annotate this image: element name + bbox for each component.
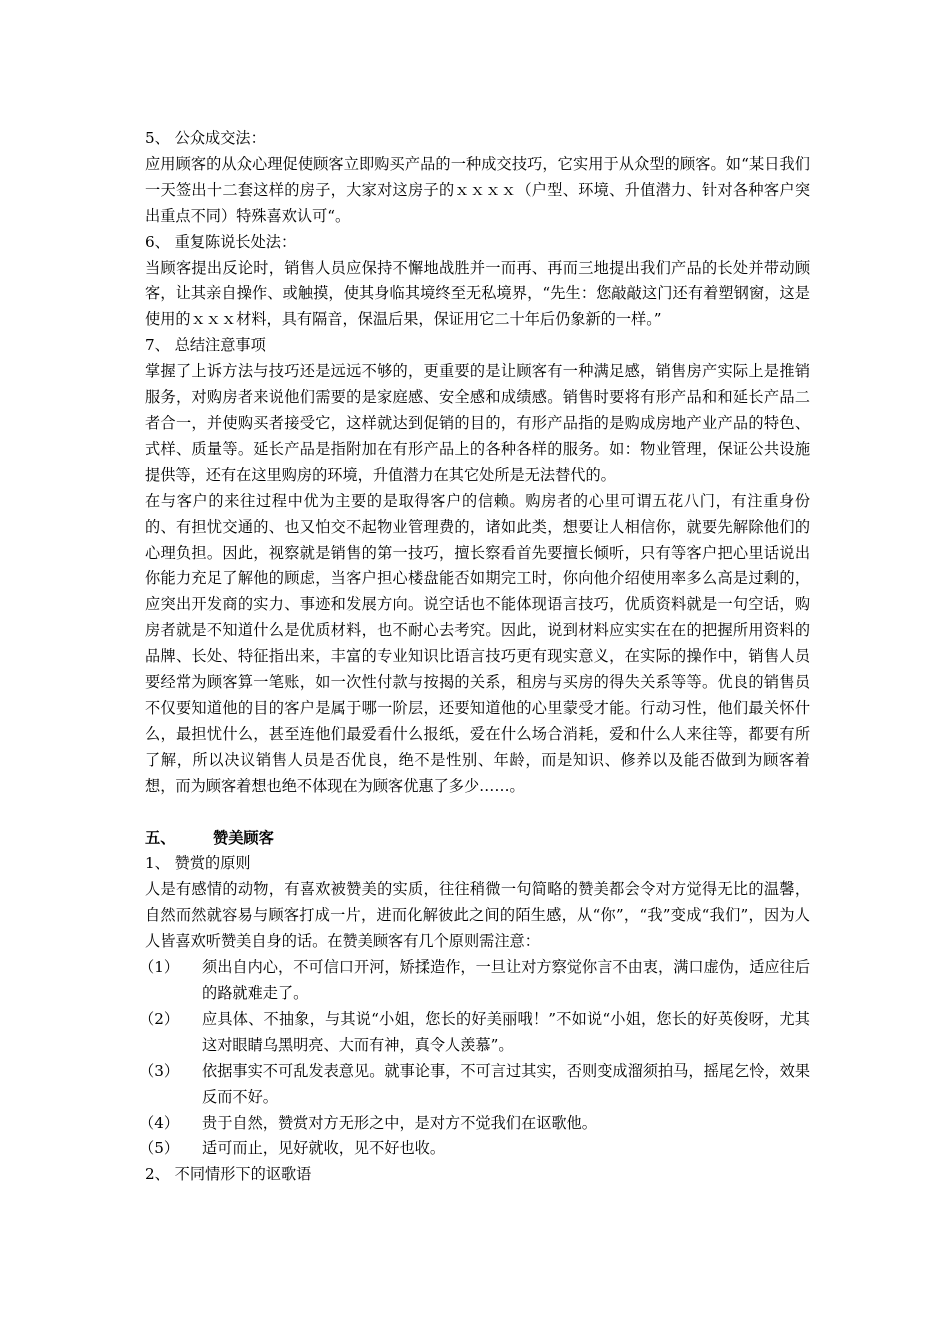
list-item-marker: （3）: [139, 1061, 180, 1080]
principles-list: [139, 955, 810, 1162]
section-6-paragraph: 当顾客提出反论时，销售人员应保持不懈地战胜并一而再、再而三地提出我们产品的长处并带动顾客，让其亲自操作、或触摸，使其身临其境终至无私境界，“先生：您敲敲这门还有着塑钢窗，这是使用的ｘｘｘ材料，具有隔音，保温后果，保证用它二十年后仍象新的一样。”: [145, 258, 810, 329]
part-5-title: 赞美顾客: [213, 828, 274, 847]
section-6-heading: 6、 重复陈说长处法：: [145, 232, 297, 251]
part-5-heading: [145, 826, 810, 852]
subsection-1-paragraph: 人是有感情的动物，有喜欢被赞美的实质，往往稍微一句简略的赞美都会令对方觉得无比的温馨，自然而然就容易与顾客打成一片，进而化解彼此之间的陌生感，从“你”，“我”变成“我们”，因为人人皆喜欢听赞美自身的话。在赞美顾客有几个原则需注意：: [145, 880, 810, 951]
list-item: [139, 1136, 810, 1162]
blank-line: [145, 800, 810, 826]
list-item: [139, 1111, 810, 1137]
list-item: [139, 955, 810, 1007]
list-item: [139, 1059, 810, 1111]
section-5-heading: 5、 公众成交法：: [145, 129, 266, 147]
section-7-paragraph-2: 在与客户的来往过程中优为主要的是取得客户的信赖。购房者的心里可谓五花八门，有注重身份的、有担忧交通的、也又怕交不起物业管理费的，诸如此类，想要让人相信你，就要先解除他们的心理负担。因此，视察就是销售的第一技巧，擅长察看首先要擅长倾听，只有等客户把心里话说出你能力充足了解他的顾虑，当客户担心楼盘能否如期完工时，你向他介绍使用率多么高是过剩的，应突出开发商的实力、事迹和发展方向。说空话也不能体现语言技巧，优质资料就是一句空话，购房者就是不知道什么是优质材料，也不耐心去考究。因此，说到材料应实实在在的把握所用资料的品牌、长处、特征指出来，丰富的专业知识比语言技巧更有现实意义，在实际的操作中，销售人员要经常为顾客算一笔账，如一次性付款与按揭的关系，租房与买房的得失关系等等。优良的销售员不仅要知道他的目的客户是属于哪一阶层，还要知道他的心里蒙受才能。行动习性，他们最关怀什么，最担忧什么，甚至连他们最爱看什么报纸，爱在什么场合消耗，爱和什么人来往等，都要有所了解，所以决议销售人员是否优良，绝不是性别、年龄，而是知识、修养以及能否做到为顾客着想，而为顾客着想也绝不体现在为顾客优惠了多少……。: [145, 491, 810, 795]
list-item-marker: （5）: [139, 1139, 180, 1158]
document-body: [139, 126, 810, 1188]
section-7-heading: 7、 总结注意事项: [145, 336, 266, 355]
list-item: [139, 1007, 810, 1059]
list-item-marker: （4）: [139, 1113, 180, 1132]
part-5-number: 五、: [145, 828, 176, 847]
section-5-paragraph: 应用顾客的从众心理促使顾客立即购买产品的一种成交技巧，它实用于从众型的顾客。如“某日我们一天签出十二套这样的房子，大家对这房子的ｘｘｘｘ（户型、环境、升值潜力、针对各种客户突出重点不同）特殊喜欢认可“。: [145, 154, 810, 225]
section-7-paragraph-1: 掌握了上诉方法与技巧还是远远不够的，更重要的是让顾客有一种满足感，销售房产实际上是推销服务，对购房者来说他们需要的是家庭感、安全感和成绩感。销售时要将有形产品和和延长产品二者合一，并使购买者接受它，这样就达到促销的目的，有形产品指的是购成房地产业产品的特色、式样、质量等。延长产品是指附加在有形产品上的各种各样的服务。如：物业管理，保证公共设施提供等，还有在这里购房的环境，升值潜力在其它处所是无法替代的。: [145, 362, 810, 484]
list-item-text: 依据事实不可乱发表意见。就事论事，不可言过其实，否则变成溜须拍马，摇尾乞怜，效果反而不好。: [202, 1061, 810, 1106]
subsection-1-heading: 1、 赞赏的原则: [145, 854, 251, 873]
list-item-text: 须出自内心，不可信口开河，矫揉造作，一旦让对方察觉你言不由衷，满口虚伪，适应往后的路就难走了。: [202, 958, 810, 1002]
list-item-marker: （1）: [139, 958, 180, 977]
list-item-text: 应具体、不抽象，与其说“小姐，您长的好美丽哦！”不如说“小姐，您长的好英俊呀，尤其这对眼睛乌黑明亮、大而有神，真令人羡慕”。: [202, 1009, 810, 1054]
subsection-2-heading: 2、 不同情形下的讴歌语: [145, 1165, 312, 1184]
list-item-marker: （2）: [139, 1009, 180, 1028]
list-item-text: 贵于自然，赞赏对方无形之中，是对方不觉我们在讴歌他。: [202, 1113, 597, 1132]
list-item-text: 适可而止，见好就收，见不好也收。: [202, 1139, 445, 1158]
